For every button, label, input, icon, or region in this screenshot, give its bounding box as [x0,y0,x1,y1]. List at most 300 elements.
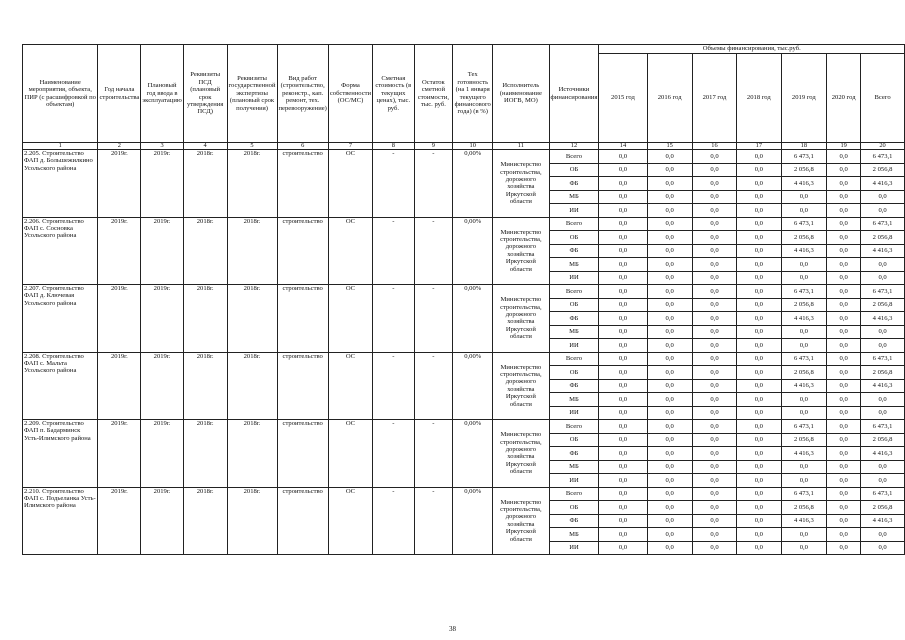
amount-cell: 0,0 [599,325,647,339]
amount-cell: 0,0 [647,447,692,461]
amount-cell: 0,0 [827,204,861,218]
amount-cell: 0,0 [599,420,647,434]
amount-cell: 0,0 [737,460,781,474]
amount-cell: 0,0 [781,271,827,285]
amount-cell: 0,0 [781,190,827,204]
year-plan: 2019г. [141,420,183,488]
amount-cell: 0,0 [647,406,692,420]
funding-source: Всего [549,285,599,299]
amount-cell: 0,0 [737,231,781,245]
funding-source: ОБ [549,366,599,380]
funding-source: МБ [549,258,599,272]
amount-cell: 6 473,1 [781,487,827,501]
amount-cell: 4 416,3 [781,244,827,258]
amount-cell: 0,0 [647,177,692,191]
funding-source: ФБ [549,379,599,393]
amount-cell: 0,0 [647,298,692,312]
amount-cell: 4 416,3 [781,447,827,461]
amount-cell: 0,0 [647,460,692,474]
header-executor: Исполнитель (наименование ИОГВ, МО) [493,45,549,143]
amount-cell: 0,0 [647,325,692,339]
object-name: 2.206. Строительство ФАП с. Сосновка Усольского района [23,217,98,285]
amount-cell: 0,0 [599,514,647,528]
amount-cell: 0,0 [781,204,827,218]
readiness: 0,00% [453,285,493,353]
amount-cell: 0,0 [827,312,861,326]
amount-cell: 0,0 [647,501,692,515]
header-total: Всего [861,53,905,142]
amount-cell: 0,0 [737,312,781,326]
column-number: 5 [227,143,277,150]
amount-cell: 0,0 [737,514,781,528]
amount-cell: 0,0 [737,244,781,258]
amount-cell: 0,0 [827,393,861,407]
amount-cell: 6 473,1 [781,217,827,231]
amount-cell: 0,0 [647,541,692,555]
amount-cell: 0,0 [647,339,692,353]
amount-cell: 6 473,1 [861,352,905,366]
funding-source: ОБ [549,163,599,177]
amount-cell: 0,0 [827,177,861,191]
column-number: 6 [277,143,328,150]
amount-cell: 0,0 [692,393,736,407]
remaining-cost: - [414,285,453,353]
year-start: 2019г. [98,420,141,488]
funding-source: Всего [549,420,599,434]
amount-cell: 0,0 [692,285,736,299]
amount-cell: 0,0 [599,433,647,447]
funding-source: МБ [549,528,599,542]
amount-cell: 6 473,1 [861,487,905,501]
amount-cell: 0,0 [737,352,781,366]
amount-cell: 0,0 [692,177,736,191]
amount-cell: 0,0 [737,366,781,380]
psd-date: 2018г. [183,150,227,218]
amount-cell: 0,0 [827,231,861,245]
year-plan: 2019г. [141,487,183,555]
amount-cell: 6 473,1 [861,150,905,164]
amount-cell: 0,0 [827,217,861,231]
amount-cell: 0,0 [692,366,736,380]
header-year-2018: 2018 год [737,53,781,142]
column-number: 12 [549,143,599,150]
table-row [23,217,905,231]
amount-cell: 6 473,1 [861,285,905,299]
amount-cell: 2 056,8 [781,231,827,245]
amount-cell: 0,0 [737,325,781,339]
header-year-plan: Плановый год ввода в эксплуатацию [141,45,183,143]
header-year-start: Год начала строительства [98,45,141,143]
psd-date: 2018г. [183,217,227,285]
amount-cell: 0,0 [781,258,827,272]
amount-cell: 0,0 [647,379,692,393]
amount-cell: 0,0 [861,541,905,555]
funding-source: ОБ [549,433,599,447]
amount-cell: 0,0 [692,406,736,420]
amount-cell: 0,0 [647,420,692,434]
amount-cell: 0,0 [827,339,861,353]
amount-cell: 4 416,3 [861,447,905,461]
amount-cell: 0,0 [599,312,647,326]
executor: Министерство строительства, дорожного хозяйства Иркутской области [493,487,549,555]
header-year-2017: 2017 год [692,53,736,142]
amount-cell: 0,0 [692,514,736,528]
estimated-cost: - [373,285,414,353]
amount-cell: 0,0 [647,528,692,542]
column-number: 4 [183,143,227,150]
amount-cell: 0,0 [647,393,692,407]
amount-cell: 0,0 [737,393,781,407]
funding-source: Всего [549,352,599,366]
column-number: 15 [647,143,692,150]
amount-cell: 0,0 [692,433,736,447]
header-cost: Сметная стоимость (в текущих ценах), тыс. руб. [373,45,414,143]
amount-cell: 2 056,8 [781,298,827,312]
header-psd: Реквизиты ПСД (плановый срок утверждения ПСД) [183,45,227,143]
amount-cell: 4 416,3 [861,312,905,326]
amount-cell: 0,0 [647,514,692,528]
amount-cell: 0,0 [827,244,861,258]
amount-cell: 0,0 [692,501,736,515]
amount-cell: 0,0 [599,460,647,474]
amount-cell: 0,0 [599,501,647,515]
expertise-date: 2018г. [227,150,277,218]
expertise-date: 2018г. [227,420,277,488]
header-work-type: Вид работ (строительство, реконстр., кап. ремонт, тех. перевооружение) [277,45,328,143]
amount-cell: 4 416,3 [861,514,905,528]
column-number: 20 [861,143,905,150]
amount-cell: 0,0 [647,433,692,447]
remaining-cost: - [414,420,453,488]
amount-cell: 0,0 [737,339,781,353]
amount-cell: 6 473,1 [781,150,827,164]
amount-cell: 0,0 [737,271,781,285]
amount-cell: 0,0 [599,271,647,285]
column-number: 3 [141,143,183,150]
amount-cell: 0,0 [692,379,736,393]
column-number: 7 [328,143,372,150]
amount-cell: 2 056,8 [781,501,827,515]
amount-cell: 0,0 [599,244,647,258]
amount-cell: 0,0 [861,406,905,420]
amount-cell: 0,0 [737,258,781,272]
header-year-2015: 2015 год [599,53,647,142]
amount-cell: 0,0 [599,339,647,353]
amount-cell: 4 416,3 [861,379,905,393]
amount-cell: 0,0 [827,352,861,366]
funding-source: МБ [549,393,599,407]
amount-cell: 0,0 [647,163,692,177]
header-name: Наименование мероприятия, объекта, ПИР (с расшифровкой по объектам) [23,45,98,143]
amount-cell: 0,0 [599,487,647,501]
amount-cell: 0,0 [737,406,781,420]
psd-date: 2018г. [183,420,227,488]
amount-cell: 0,0 [692,325,736,339]
column-number: 2 [98,143,141,150]
ownership: ОС [328,487,372,555]
funding-source: МБ [549,325,599,339]
amount-cell: 0,0 [647,258,692,272]
amount-cell: 0,0 [737,379,781,393]
amount-cell: 0,0 [827,474,861,488]
funding-source: Всего [549,217,599,231]
amount-cell: 0,0 [599,406,647,420]
amount-cell: 0,0 [737,541,781,555]
amount-cell: 0,0 [827,447,861,461]
funding-source: ОБ [549,231,599,245]
amount-cell: 0,0 [692,541,736,555]
psd-date: 2018г. [183,285,227,353]
readiness: 0,00% [453,487,493,555]
amount-cell: 0,0 [827,406,861,420]
readiness: 0,00% [453,217,493,285]
amount-cell: 0,0 [827,163,861,177]
amount-cell: 0,0 [599,366,647,380]
amount-cell: 0,0 [647,474,692,488]
amount-cell: 0,0 [827,285,861,299]
amount-cell: 0,0 [827,190,861,204]
funding-source: ФБ [549,312,599,326]
amount-cell: 6 473,1 [781,352,827,366]
amount-cell: 0,0 [599,298,647,312]
amount-cell: 2 056,8 [861,231,905,245]
amount-cell: 0,0 [737,474,781,488]
amount-cell: 0,0 [861,339,905,353]
amount-cell: 0,0 [827,258,861,272]
amount-cell: 0,0 [647,487,692,501]
amount-cell: 0,0 [599,447,647,461]
work-type: строительство [277,217,328,285]
amount-cell: 0,0 [737,447,781,461]
amount-cell: 0,0 [692,231,736,245]
table-row [23,150,905,164]
amount-cell: 0,0 [599,231,647,245]
header-readiness: Тех готовность (на 1 января текущего финансового года) (в %) [453,45,493,143]
column-number: 8 [373,143,414,150]
amount-cell: 0,0 [861,528,905,542]
object-name: 2.209. Строительство ФАП п. Бадарминск Усть-Илимского района [23,420,98,488]
psd-date: 2018г. [183,487,227,555]
estimated-cost: - [373,420,414,488]
amount-cell: 0,0 [647,190,692,204]
amount-cell: 0,0 [737,528,781,542]
table-row [23,352,905,366]
amount-cell: 0,0 [737,433,781,447]
amount-cell: 0,0 [599,163,647,177]
amount-cell: 0,0 [737,501,781,515]
amount-cell: 0,0 [827,298,861,312]
amount-cell: 2 056,8 [861,163,905,177]
amount-cell: 0,0 [781,541,827,555]
amount-cell: 2 056,8 [861,366,905,380]
ownership: ОС [328,352,372,420]
amount-cell: 2 056,8 [781,433,827,447]
amount-cell: 0,0 [647,352,692,366]
funding-source: ИИ [549,406,599,420]
amount-cell: 6 473,1 [781,285,827,299]
amount-cell: 0,0 [861,190,905,204]
amount-cell: 0,0 [861,271,905,285]
amount-cell: 0,0 [692,474,736,488]
column-number: 11 [493,143,549,150]
amount-cell: 0,0 [781,325,827,339]
amount-cell: 0,0 [861,325,905,339]
work-type: строительство [277,352,328,420]
amount-cell: 2 056,8 [781,163,827,177]
amount-cell: 0,0 [647,312,692,326]
amount-cell: 6 473,1 [861,217,905,231]
amount-cell: 0,0 [692,487,736,501]
readiness: 0,00% [453,352,493,420]
amount-cell: 0,0 [781,406,827,420]
column-number: 19 [827,143,861,150]
expertise-date: 2018г. [227,352,277,420]
column-number: 9 [414,143,453,150]
expertise-date: 2018г. [227,285,277,353]
amount-cell: 0,0 [647,285,692,299]
financing-table [22,44,905,555]
ownership: ОС [328,285,372,353]
amount-cell: 0,0 [861,393,905,407]
amount-cell: 2 056,8 [861,501,905,515]
amount-cell: 0,0 [692,460,736,474]
executor: Министерство строительства, дорожного хозяйства Иркутской области [493,285,549,353]
amount-cell: 0,0 [737,204,781,218]
page-number: 38 [449,625,456,633]
amount-cell: 4 416,3 [781,379,827,393]
amount-cell: 0,0 [599,474,647,488]
amount-cell: 0,0 [737,150,781,164]
work-type: строительство [277,150,328,218]
amount-cell: 0,0 [692,339,736,353]
work-type: строительство [277,285,328,353]
amount-cell: 0,0 [781,528,827,542]
amount-cell: 0,0 [647,244,692,258]
amount-cell: 0,0 [692,190,736,204]
year-plan: 2019г. [141,217,183,285]
ownership: ОС [328,217,372,285]
executor: Министерство строительства, дорожного хозяйства Иркутской области [493,352,549,420]
header-financing: Объемы финансирования, тыс.руб. [599,45,905,54]
estimated-cost: - [373,150,414,218]
psd-date: 2018г. [183,352,227,420]
table-row [23,420,905,434]
funding-source: ФБ [549,447,599,461]
ownership: ОС [328,420,372,488]
amount-cell: 0,0 [827,528,861,542]
year-plan: 2019г. [141,352,183,420]
amount-cell: 0,0 [599,352,647,366]
executor: Министерство строительства, дорожного хозяйства Иркутской области [493,217,549,285]
amount-cell: 2 056,8 [861,298,905,312]
remaining-cost: - [414,150,453,218]
amount-cell: 0,0 [647,150,692,164]
funding-source: ОБ [549,298,599,312]
funding-source: ФБ [549,514,599,528]
amount-cell: 0,0 [647,204,692,218]
amount-cell: 0,0 [599,393,647,407]
amount-cell: 0,0 [599,217,647,231]
amount-cell: 4 416,3 [781,177,827,191]
column-number: 18 [781,143,827,150]
work-type: строительство [277,420,328,488]
header-sources: Источники финансирования [549,45,599,143]
remaining-cost: - [414,352,453,420]
object-name: 2.205. Строительство ФАП д. Большежилкино Усольского района [23,150,98,218]
year-plan: 2019г. [141,285,183,353]
amount-cell: 0,0 [692,204,736,218]
amount-cell: 0,0 [692,150,736,164]
amount-cell: 0,0 [647,217,692,231]
estimated-cost: - [373,352,414,420]
amount-cell: 4 416,3 [781,514,827,528]
amount-cell: 0,0 [827,501,861,515]
amount-cell: 0,0 [827,460,861,474]
object-name: 2.208. Строительство ФАП с. Мальта Усольского района [23,352,98,420]
readiness: 0,00% [453,420,493,488]
amount-cell: 0,0 [599,528,647,542]
year-start: 2019г. [98,352,141,420]
amount-cell: 0,0 [692,244,736,258]
year-start: 2019г. [98,217,141,285]
executor: Министерство строительства, дорожного хозяйства Иркутской области [493,420,549,488]
amount-cell: 0,0 [692,163,736,177]
object-name: 2.210. Строительство ФАП с. Подьеланка Усть-Илимского района [23,487,98,555]
amount-cell: 6 473,1 [781,420,827,434]
estimated-cost: - [373,487,414,555]
amount-cell: 4 416,3 [781,312,827,326]
amount-cell: 0,0 [827,271,861,285]
amount-cell: 0,0 [599,285,647,299]
funding-source: Всего [549,487,599,501]
amount-cell: 0,0 [861,474,905,488]
amount-cell: 4 416,3 [861,244,905,258]
header-year-2020: 2020 год [827,53,861,142]
amount-cell: 0,0 [692,312,736,326]
amount-cell: 0,0 [781,474,827,488]
column-number: 17 [737,143,781,150]
amount-cell: 0,0 [737,217,781,231]
funding-source: ИИ [549,339,599,353]
amount-cell: 0,0 [827,433,861,447]
amount-cell: 0,0 [827,325,861,339]
table-row [23,487,905,501]
amount-cell: 0,0 [692,258,736,272]
amount-cell: 0,0 [781,460,827,474]
funding-source: МБ [549,190,599,204]
column-number: 10 [453,143,493,150]
remaining-cost: - [414,217,453,285]
amount-cell: 0,0 [692,528,736,542]
header-ownership: Форма собственности (ОС/МС) [328,45,372,143]
amount-cell: 0,0 [861,204,905,218]
amount-cell: 0,0 [737,177,781,191]
funding-source: МБ [549,460,599,474]
funding-source: ИИ [549,271,599,285]
amount-cell: 0,0 [827,366,861,380]
amount-cell: 0,0 [599,204,647,218]
amount-cell: 0,0 [737,487,781,501]
amount-cell: 0,0 [692,447,736,461]
amount-cell: 0,0 [737,190,781,204]
amount-cell: 0,0 [827,379,861,393]
amount-cell: 0,0 [692,271,736,285]
amount-cell: 0,0 [737,285,781,299]
amount-cell: 0,0 [599,190,647,204]
amount-cell: 0,0 [827,487,861,501]
funding-source: ФБ [549,244,599,258]
amount-cell: 0,0 [737,163,781,177]
